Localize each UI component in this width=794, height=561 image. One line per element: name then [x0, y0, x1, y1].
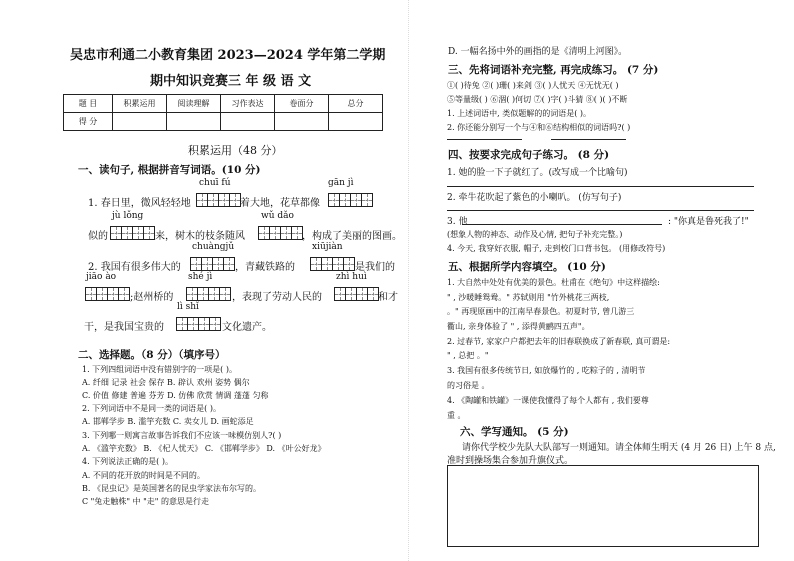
exam-subtitle: 期中知识竞赛三 年 级 语 文 [150, 74, 312, 89]
answer-line[interactable] [551, 139, 626, 140]
choice-line: 4. 下列说法正确的是( )。 [82, 457, 173, 466]
score-header-cell: 总分 [329, 95, 383, 113]
sentence-text: 2. 我国有很多伟大的 [88, 262, 181, 273]
fill-line: ⑤等量级( ) ⑥涸( )何切 ⑦( )字( )斗猜 ⑧( )( )不断 [447, 95, 628, 104]
fill-line: " , 沙暖睡鸳鸯。" 苏轼则用 "竹外桃花三两枝, [447, 293, 610, 302]
fill-line: 2. 你还能分别写一个与④和⑥结构相似的词语吗?( ) [447, 123, 631, 132]
pinyin-label: wǔ dǎo [261, 211, 294, 221]
pinyin-label: jiāo ào [86, 272, 117, 282]
score-header-cell: 题 目 [64, 95, 113, 113]
question-3-heading: 三、先将词语补充完整, 再完成练习。 (7 分) [448, 64, 659, 76]
question-1-heading: 一、读句子, 根据拼音写词语。(10 分) [78, 164, 261, 176]
sentence-text: 着大地，花草都像 [240, 198, 320, 209]
fill-line: 1. 大自然中处处有优美的景色。杜甫在《绝句》中这样描绘: [447, 278, 660, 287]
fill-line: 3. 我国有很多传统节日, 如放爆竹的 , 吃粽子的 , 清明节 [447, 366, 646, 375]
answer-line[interactable] [447, 186, 754, 187]
choice-line: C. 价值 修建 普遍 芬芳 D. 仿佛 欣赏 情调 蓬蓬 匀称 [82, 391, 269, 400]
section-title: 积累运用（48 分） [188, 144, 283, 157]
sentence-task: : "你真是鲁死我了!" [668, 217, 749, 227]
answer-grid[interactable] [186, 287, 230, 301]
fill-line: " , 总把 。" [447, 351, 489, 360]
pinyin-label: shé jì [188, 272, 213, 282]
pinyin-label: lì shǐ [177, 302, 199, 312]
sentence-task: 1. 她的脸一下子就红了。(改写成一个比喻句) [447, 168, 628, 178]
fill-line: ①( )待兔 ②( )珊( )来剑 ③( )人忧天 ④无忧无( ) [447, 81, 619, 90]
fill-line: 重 。 [447, 411, 466, 420]
sentence-text: ，表现了劳动人民的 [232, 292, 322, 303]
fill-line: 4. 《陶罐和铁罐》一课使我懂得了每个人都有 , 我们要尊 [447, 396, 649, 405]
score-input-cell[interactable] [221, 113, 275, 131]
answer-grid[interactable] [258, 226, 302, 240]
pinyin-label: zhì huì [336, 272, 367, 282]
answer-grid[interactable] [176, 317, 220, 331]
answer-grid[interactable] [334, 287, 378, 301]
pinyin-label: xiūjiàn [312, 242, 343, 252]
choice-line: A. 纤细 记录 社会 保存 B. 辟认 欢州 姿势 偶尔 [82, 378, 250, 387]
fill-line: 2. 过春节, 家家户户都把去年的旧春联换成了新春联, 真可谓是: [447, 337, 671, 346]
question-6-heading: 六、学写通知。 (5 分) [460, 426, 569, 438]
choice-line: 2. 下列词语中不是同一类的词语是( )。 [82, 404, 221, 413]
choice-line: 1. 下列四组词语中没有错别字的一项是( )。 [82, 365, 237, 374]
answer-grid[interactable] [196, 193, 240, 207]
score-header-cell: 卷面分 [275, 95, 329, 113]
sentence-task: 3. 他 [447, 217, 468, 227]
sentence-text: ;赵州桥的 [130, 292, 174, 303]
pinyin-label: gān jì [328, 178, 354, 188]
score-input-cell[interactable] [329, 113, 383, 131]
sentence-text: 干，是我国宝贵的 [84, 322, 164, 333]
answer-grid[interactable] [328, 193, 372, 207]
score-table-row [64, 113, 383, 131]
choice-line: B. 《昆虫记》是英国著名的昆虫学家法布尔写的。 [82, 484, 261, 493]
sentence-text: 和才 [378, 292, 398, 303]
notice-prompt: 请你代学校少先队大队部写一则通知。请全体师生明天 (4 月 26 日) 上午 8 点, [462, 443, 776, 453]
pinyin-label: chuī fú [199, 178, 231, 188]
fill-line: 衢山, 亲身体验了 " , 添得黄鹂四五声"。 [447, 322, 590, 331]
answer-grid[interactable] [110, 226, 154, 240]
choice-line: A. 《滥竽充数》 B. 《杞人忧天》 C. 《邯郸学步》 D. 《叶公好龙》 [82, 444, 326, 453]
score-input-cell[interactable] [113, 113, 167, 131]
choice-line: A. 邯郸学步 B. 滥竽充数 C. 卖女儿 D. 画蛇添足 [82, 417, 254, 426]
sentence-task: 2. 牵牛花吹起了紫色的小喇叭。 (仿写句子) [447, 193, 622, 203]
fill-line: 1. 上述词语中, 类似题解的的词语是( )。 [447, 109, 592, 118]
answer-grid[interactable] [190, 257, 234, 271]
sentence-text: 文化遗产。 [222, 322, 272, 333]
answer-grid[interactable] [85, 287, 129, 301]
score-header-cell: 积累运用 [113, 95, 167, 113]
choice-line: C "兔走触株" 中 "走" 的意思是行走 [82, 497, 210, 506]
score-input-cell[interactable] [167, 113, 221, 131]
choice-line: 3. 下列哪一则寓言故事告诉我们不应该一味模仿别人?( ) [82, 431, 282, 440]
sentence-text: 似的 [88, 231, 108, 242]
pinyin-label: chuàngjǔ [192, 242, 235, 252]
answer-line[interactable] [447, 210, 754, 211]
fill-line: 的习俗是 。 [447, 381, 490, 390]
sentence-hint: (想象人物的神态、动作及心情, 把句子补充完整。) [447, 230, 623, 239]
score-table [63, 94, 383, 131]
answer-line[interactable] [462, 224, 662, 225]
question-5-heading: 五、根据所学内容填空。 (10 分) [448, 261, 606, 273]
score-header-cell: 阅读理解 [167, 95, 221, 113]
sentence-text: ，构成了美丽的图画。 [302, 231, 402, 242]
column-divider [408, 0, 409, 561]
notice-prompt: 准时到操场集合参加升旗仪式。 [447, 456, 574, 466]
answer-grid[interactable] [310, 257, 354, 271]
sentence-text: 来，树木的枝条随风 [155, 231, 245, 242]
answer-line[interactable] [447, 139, 522, 140]
fill-line: 。" 再现原画中的江南早春景色。初夏时节, 曾几游三 [447, 307, 635, 316]
score-row-label: 得 分 [64, 113, 113, 131]
question-4-heading: 四、按要求完成句子练习。 (8 分) [448, 149, 610, 161]
sentence-task: 4. 今天, 我穿好衣服, 帽子, 走到校门口背书包。 (用修改符号) [447, 244, 666, 253]
exam-title: 吴忠市利通二小教育集团 2023—2024 学年第二学期 [70, 48, 386, 63]
question-2-heading: 二、选择题。（8 分）（填序号） [78, 349, 226, 361]
notice-writing-box[interactable] [447, 465, 759, 547]
choice-line: D. 一幅名扬中外的画指的是《清明上河图》。 [448, 47, 628, 57]
score-table-header [64, 95, 383, 113]
sentence-text: ，青藏铁路的 [235, 262, 295, 273]
score-input-cell[interactable] [275, 113, 329, 131]
pinyin-label: jù lǒng [112, 211, 144, 221]
sentence-text: 是我们的 [355, 262, 395, 273]
sentence-text: 1. 春日里，微风轻轻地 [88, 198, 191, 209]
score-header-cell: 习作表达 [221, 95, 275, 113]
choice-line: A. 不同的花开放的时间是不同的。 [82, 471, 205, 480]
